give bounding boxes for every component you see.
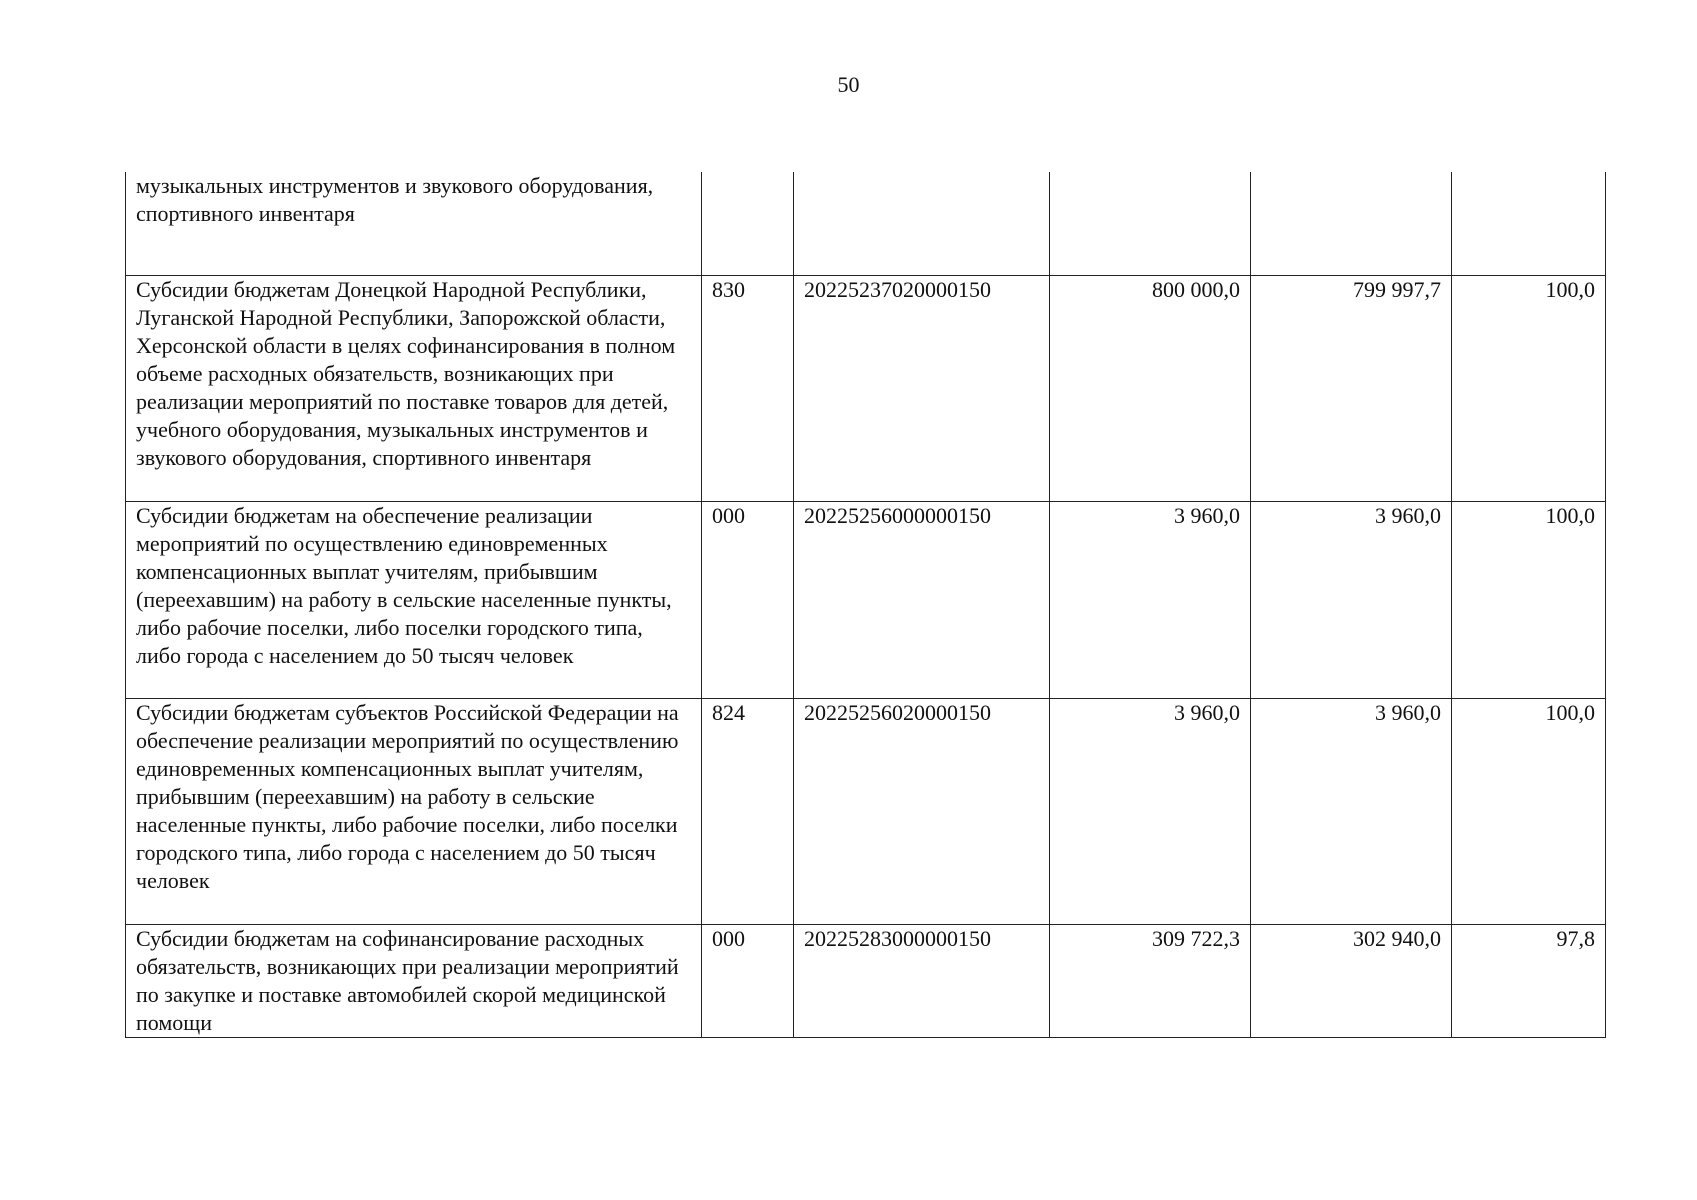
table-row: [126, 275, 1606, 501]
row-budget-code: [794, 172, 1050, 275]
row-name: Субсидии бюджетам субъектов Российской Федерации на обеспечение реализации мероприятий по осуществлению единовременных компенсационных выплат учителям, прибывшим (переехавшим) на работу в сельские населенные пункты, либо рабочие поселки, либо поселки городского типа, либо города с населением до 50 тысяч человек: [126, 698, 702, 924]
row-planned-amount: 800 000,0: [1050, 275, 1251, 501]
table-row: [126, 172, 1606, 275]
row-executed-amount: [1251, 172, 1452, 275]
row-execution-percent: 100,0: [1452, 501, 1606, 698]
row-admin-code: [702, 172, 794, 275]
row-name: музыкальных инструментов и звукового оборудования, спортивного инвентаря: [126, 172, 702, 275]
table-row: [126, 924, 1606, 1037]
row-execution-percent: 97,8: [1452, 924, 1606, 1037]
row-planned-amount: 3 960,0: [1050, 501, 1251, 698]
row-budget-code: 20225237020000150: [794, 275, 1050, 501]
table-row: [126, 698, 1606, 924]
row-admin-code: 000: [702, 924, 794, 1037]
row-planned-amount: 3 960,0: [1050, 698, 1251, 924]
row-name: Субсидии бюджетам Донецкой Народной Республики, Луганской Народной Республики, Запорожской области, Херсонской области в целях софинансирования в полном объеме расходных обязательств, возникающих при реализации мероприятий по поставке товаров для детей, учебного оборудования, музыкальных инструментов и звукового оборудования, спортивного инвентаря: [126, 275, 702, 501]
row-budget-code: 20225256020000150: [794, 698, 1050, 924]
budget-table: [125, 172, 1606, 1038]
row-executed-amount: 302 940,0: [1251, 924, 1452, 1037]
row-execution-percent: 100,0: [1452, 698, 1606, 924]
row-planned-amount: [1050, 172, 1251, 275]
row-executed-amount: 799 997,7: [1251, 275, 1452, 501]
page-number: 50: [837, 72, 860, 97]
row-name: Субсидии бюджетам на обеспечение реализации мероприятий по осуществлению единовременных компенсационных выплат учителям, прибывшим (переехавшим) на работу в сельские населенные пункты, либо рабочие поселки, либо поселки городского типа, либо города с населением до 50 тысяч человек: [126, 501, 702, 698]
row-budget-code: 20225256000000150: [794, 501, 1050, 698]
row-budget-code: 20225283000000150: [794, 924, 1050, 1037]
row-admin-code: 824: [702, 698, 794, 924]
row-planned-amount: 309 722,3: [1050, 924, 1251, 1037]
row-execution-percent: 100,0: [1452, 275, 1606, 501]
row-name: Субсидии бюджетам на софинансирование расходных обязательств, возникающих при реализации мероприятий по закупке и поставке автомобилей скорой медицинской помощи: [126, 924, 702, 1037]
row-admin-code: 000: [702, 501, 794, 698]
row-admin-code: 830: [702, 275, 794, 501]
row-execution-percent: [1452, 172, 1606, 275]
row-executed-amount: 3 960,0: [1251, 698, 1452, 924]
table-row: [126, 501, 1606, 698]
row-executed-amount: 3 960,0: [1251, 501, 1452, 698]
